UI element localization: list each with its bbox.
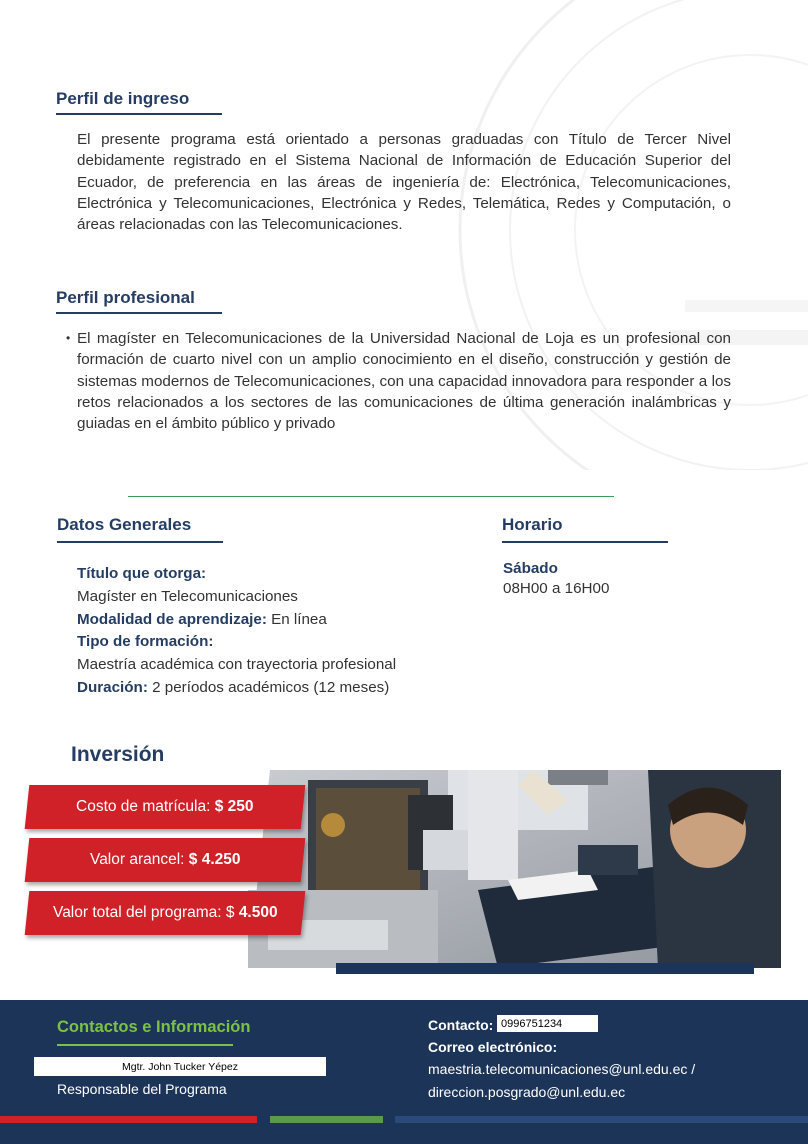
modalidad-value: En línea — [266, 610, 327, 628]
perfil-ingreso-heading: Perfil de ingreso — [56, 89, 190, 108]
duracion-row — [77, 677, 477, 700]
phone-number: 0996751234 — [497, 1015, 598, 1032]
perfil-profesional-bullet: • — [66, 331, 71, 345]
costo-matricula-label: Costo de matrícula: — [76, 798, 215, 815]
valor-total-badge — [25, 891, 306, 935]
datos-generales-list — [77, 563, 477, 700]
valor-arancel-value: $ 4.250 — [188, 851, 241, 868]
modalidad-label: Modalidad de aprendizaje: — [77, 610, 267, 628]
costo-matricula-badge — [25, 785, 306, 829]
duracion-value: 2 períodos académicos (12 meses) — [147, 678, 390, 696]
valor-arancel-label: Valor arancel: — [89, 851, 189, 868]
email-link-maestria[interactable]: maestria.telecomunicaciones@unl.edu.ec / — [428, 1061, 696, 1077]
tipo-label: Tipo de formación: — [77, 633, 214, 651]
valor-total-label: Valor total del programa: $ — [52, 904, 239, 921]
footer-strip-red — [0, 1116, 257, 1123]
contactos-underline — [57, 1044, 233, 1046]
lab-photo-illustration — [248, 770, 781, 968]
email-link-posgrado[interactable]: direccion.posgrado@unl.edu.ec — [428, 1084, 626, 1100]
footer-strip-green — [270, 1116, 383, 1123]
responsable-name: Mgtr. John Tucker Yépez — [34, 1057, 326, 1076]
perfil-ingreso-text: El presente programa está orientado a personas graduadas con Título de Tercer Nivel debidamente registrado en el Sistema Nacional de Información de Educación Superior del Ecuador, de preferencia en las áreas de ingeniería de: Electrónica, Telecomunicaciones, Electrónica y Telecomunicaciones, Electrónica y Redes, Telemática, Redes y Computación, o áreas relacionadas con las Telecomunicaciones. — [77, 131, 731, 234]
horario-underline — [502, 541, 668, 543]
perfil-profesional-heading: Perfil profesional — [56, 288, 195, 307]
horario-day: Sábado — [503, 560, 558, 577]
datos-generales-underline — [57, 541, 223, 543]
valor-total-value: 4.500 — [238, 904, 278, 921]
horario-heading: Horario — [502, 515, 563, 534]
tipo-value: Maestría académica con trayectoria profesional — [77, 656, 397, 674]
datos-generales-heading: Datos Generales — [57, 515, 192, 534]
lab-photo — [248, 770, 781, 968]
perfil-profesional-underline — [56, 312, 222, 314]
contactos-heading: Contactos e Información — [57, 1018, 251, 1036]
tipo-row — [77, 631, 477, 654]
modalidad-row — [77, 609, 477, 632]
footer-strip-blue — [395, 1116, 808, 1123]
valor-arancel-badge — [25, 838, 306, 882]
perfil-ingreso-underline — [56, 113, 222, 115]
costo-matricula-value: $ 250 — [214, 798, 254, 815]
responsable-role: Responsable del Programa — [57, 1081, 227, 1097]
perfil-profesional-text: El magíster en Telecomunicaciones de la Universidad Nacional de Loja es un profesional con formación de cuarto nivel con un amplio conocimiento en el diseño, construcción y gestión de sistemas modernos de Telecomunicaciones, con una capacidad innovadora para responder a los retos relacionados a los sectores de las comunicaciones de última generación inalámbricas y guiadas en el ámbito público y privado — [77, 330, 731, 433]
inversion-heading: Inversión — [71, 743, 165, 766]
duracion-label: Duración: — [77, 678, 148, 696]
phone-label: Contacto: — [428, 1017, 494, 1033]
titulo-label: Título que otorga: — [77, 565, 207, 582]
horario-hours: 08H00 a 16H00 — [503, 580, 610, 597]
photo-accent-bar — [336, 963, 754, 974]
titulo-row — [77, 563, 477, 586]
horario-block — [503, 559, 609, 599]
titulo-value: Magíster en Telecomunicaciones — [77, 587, 298, 605]
email-label: Correo electrónico: — [428, 1039, 558, 1055]
section-divider — [128, 496, 614, 497]
